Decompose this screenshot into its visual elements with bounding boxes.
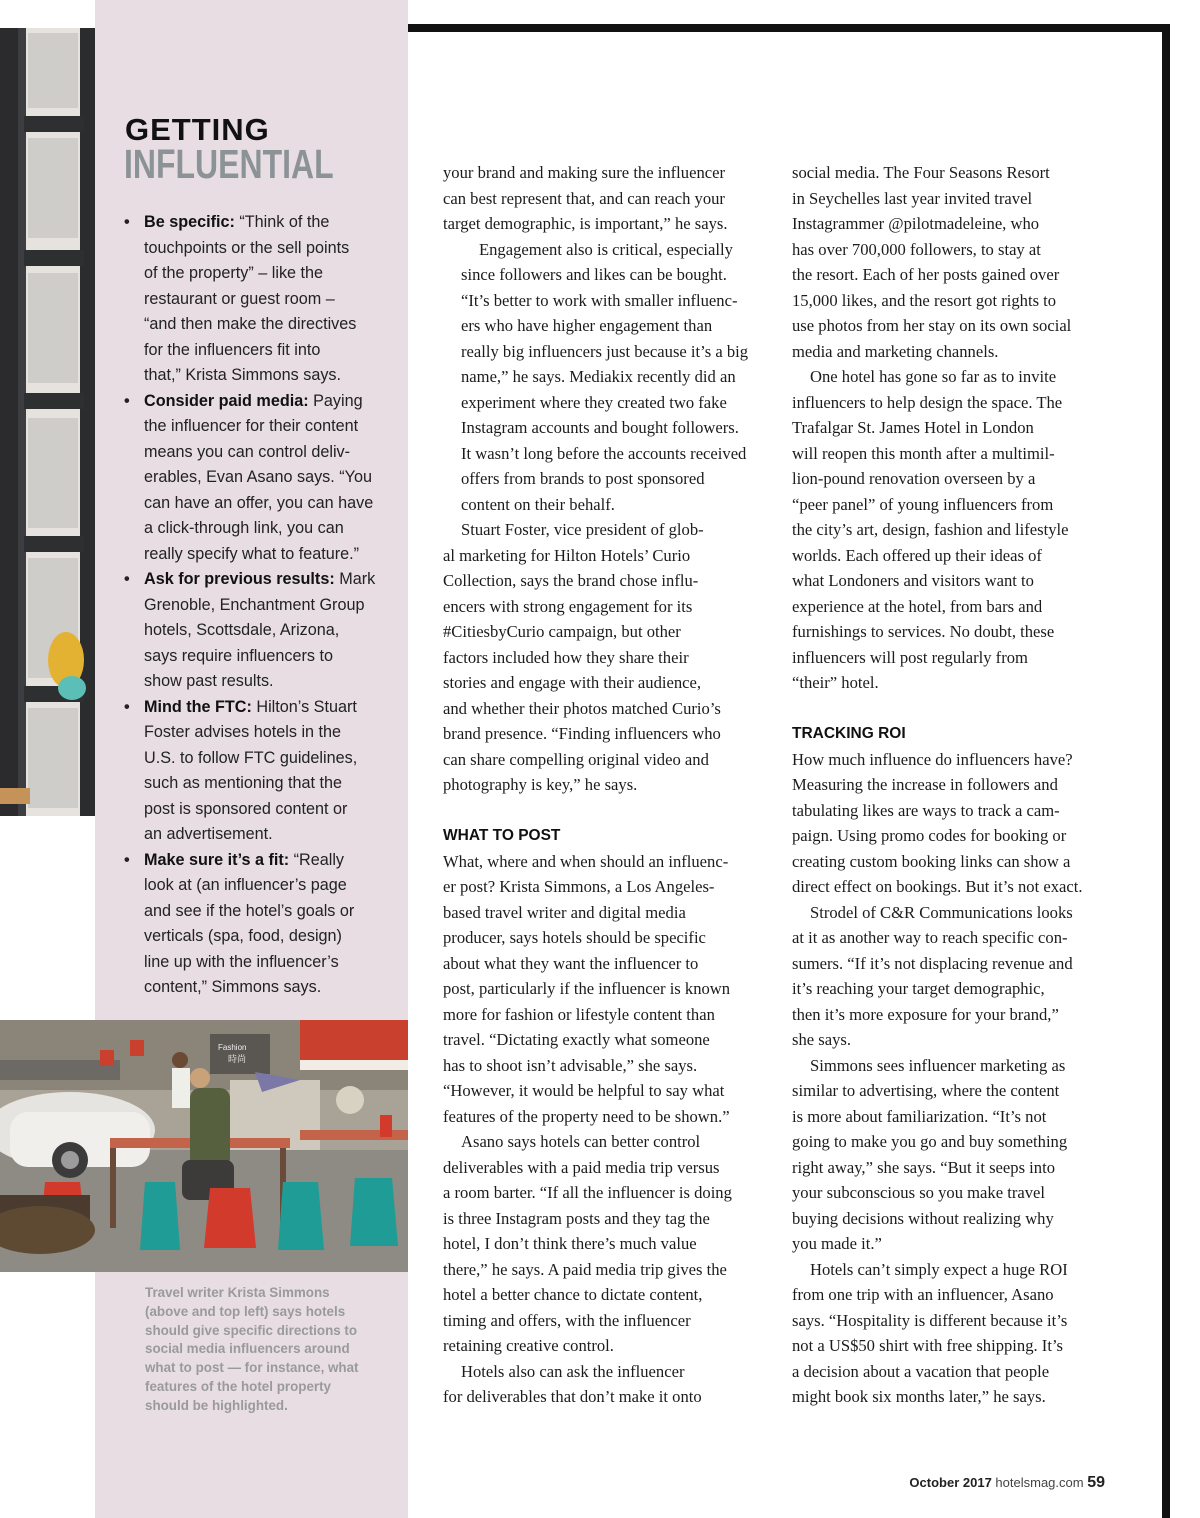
- text-line: name,” he says. Mediakix recently did an: [461, 367, 736, 386]
- text-line: factors included how they share their: [443, 647, 689, 667]
- paragraph: [792, 364, 1112, 696]
- paragraph: [443, 160, 761, 237]
- text-line: about what they want the influencer to: [443, 953, 699, 973]
- text-line: furnishings to services. No doubt, these: [792, 622, 1055, 641]
- text-line: hotel, I don’t think there’s much value: [443, 1234, 697, 1253]
- bullet-icon: •: [124, 570, 130, 588]
- text-line: What, where and when should an influenc-: [443, 851, 729, 871]
- text-line: One hotel has gone so far as to invite: [810, 367, 1057, 386]
- paragraph: [443, 1359, 761, 1410]
- section-heading-what-to-post: WHAT TO POST: [443, 827, 561, 844]
- text-line: then it’s more exposure for your brand,”: [792, 1004, 1059, 1024]
- street-market-photo-art: [0, 1020, 408, 1272]
- text-line: Engagement also is critical, especially: [479, 239, 733, 259]
- text-line: Collection, says the brand chose influ-: [443, 571, 699, 590]
- text-line: media and marketing channels.: [792, 341, 999, 361]
- tip-item: • Be specific: “Think of the touchpoints or the sell points of the property” – like the restaurant or guest room – “and then make the directives for the influencers fit into that,” Krista Simmons says.: [124, 210, 384, 389]
- text-line: Simmons sees influencer marketing as: [810, 1055, 1066, 1075]
- bullet-icon: •: [124, 213, 130, 231]
- tip-lead: Make sure it’s a fit:: [144, 850, 290, 869]
- text-line: based travel writer and digital media: [443, 902, 686, 922]
- text-line: er post? Krista Simmons, a Los Angeles-: [443, 877, 715, 896]
- bullet-icon: •: [124, 391, 130, 410]
- street-market-photo: [0, 1020, 408, 1272]
- tip-lead: Mind the FTC:: [144, 697, 252, 716]
- text-line: she says.: [792, 1030, 851, 1049]
- article-column-2: [792, 160, 1112, 1410]
- text-line: tabulating likes are ways to track a cam-: [792, 800, 1060, 820]
- frame-top-rule: [408, 24, 1170, 32]
- text-line: says. “Hospitality is different because it’s: [792, 1310, 1068, 1330]
- article-column-1: [443, 160, 761, 1410]
- bullet-icon: •: [124, 850, 130, 869]
- paragraph: [792, 160, 1112, 364]
- sidebar-title-line1: GETTING: [125, 112, 270, 147]
- text-line: similar to advertising, where the content: [792, 1081, 1060, 1100]
- text-line: “However, it would be helpful to say what: [443, 1081, 725, 1100]
- text-line: experience at the hotel, from bars and: [792, 596, 1043, 616]
- text-line: has over 700,000 followers, to stay at: [792, 239, 1041, 259]
- text-line: from one trip with an influencer, Asano: [792, 1285, 1054, 1304]
- text-line: worlds. Each offered up their ideas of: [792, 545, 1042, 565]
- text-line: really big influencers just because it’s a big: [461, 341, 749, 361]
- text-line: is three Instagram posts and they tag the: [443, 1208, 710, 1228]
- text-line: photography is key,” he says.: [443, 775, 638, 794]
- text-line: will reopen this month after a multimil-: [792, 443, 1055, 463]
- tip-lead: Ask for previous results:: [144, 570, 335, 588]
- paragraph: [443, 237, 761, 518]
- text-line: social media. The Four Seasons Resort: [792, 163, 1050, 182]
- paragraph: [792, 747, 1112, 900]
- text-line: brand presence. “Finding influencers who: [443, 724, 721, 743]
- text-line: not a US$50 shirt with free shipping. It’s: [792, 1336, 1064, 1355]
- text-line: it’s reaching your target demographic,: [792, 979, 1045, 998]
- text-line: producer, says hotels should be specific: [443, 928, 706, 947]
- text-line: going to make you go and buy something: [792, 1132, 1068, 1151]
- text-line: paign. Using promo codes for booking or: [792, 826, 1067, 845]
- shop-sign-chinese: 時尚: [228, 1055, 247, 1065]
- text-line: your brand and making sure the influencer: [443, 163, 725, 182]
- tip-lead: Consider paid media:: [144, 391, 309, 410]
- text-line: encers with strong engagement for its: [443, 596, 693, 616]
- text-line: features of the property need to be shown.”: [443, 1106, 730, 1126]
- text-line: use photos from her stay on its own social: [792, 316, 1072, 335]
- text-line: you made it.”: [792, 1234, 882, 1253]
- text-line: has to shoot isn’t advisable,” she says.: [443, 1055, 698, 1075]
- text-line: creating custom booking links can show a: [792, 851, 1071, 871]
- bullet-icon: •: [124, 697, 130, 716]
- tip-item: • Mind the FTC: Hilton’s Stuart Foster advises hotels in the U.S. to follow FTC guidelines, such as mentioning that the post is sponsored content or an advertisement.: [124, 695, 384, 848]
- text-line: since followers and likes can be bought.: [461, 265, 727, 284]
- page-number: 59: [1087, 1474, 1105, 1491]
- tip-item: • Make sure it’s a fit: “Really look at (an influencer’s page and see if the hotel’s goals or verticals (spa, food, design) line up with the influencer’s content,” Simmons says.: [124, 848, 384, 1001]
- text-line: ers who have higher engagement than: [461, 316, 713, 335]
- paragraph: [792, 1053, 1112, 1257]
- shop-sign-fashion: Fashion: [218, 1043, 247, 1052]
- text-line: target demographic, is important,” he says.: [443, 214, 728, 233]
- page-footer: [909, 1474, 1105, 1492]
- text-line: Instagram accounts and bought followers.: [461, 418, 739, 437]
- section-heading-tracking-roi: TRACKING ROI: [792, 725, 906, 742]
- paragraph: [792, 1257, 1112, 1410]
- issue-date: October 2017: [909, 1475, 992, 1490]
- text-line: more for fashion or lifestyle content than: [443, 1004, 715, 1024]
- text-line: post, particularly if the influencer is known: [443, 979, 731, 998]
- sidebar-title-line2: INFLUENTIAL: [124, 141, 334, 187]
- text-line: Measuring the increase in followers and: [792, 775, 1058, 794]
- text-line: Asano says hotels can better control: [461, 1132, 701, 1151]
- text-line: buying decisions without realizing why: [792, 1208, 1054, 1228]
- paragraph: [443, 1129, 761, 1359]
- paragraph: [443, 849, 761, 1130]
- text-line: a room barter. “If all the influencer is doing: [443, 1183, 732, 1202]
- text-line: retaining creative control.: [443, 1336, 614, 1355]
- text-line: offers from brands to post sponsored: [461, 469, 705, 488]
- text-line: hotel a better chance to dictate content,: [443, 1285, 703, 1304]
- text-line: influencers will post regularly from: [792, 647, 1028, 667]
- text-line: and whether their photos matched Curio’s: [443, 698, 721, 718]
- text-line: “their” hotel.: [792, 673, 879, 692]
- text-line: lion-pound renovation overseen by a: [792, 469, 1036, 488]
- text-line: the resort. Each of her posts gained over: [792, 265, 1060, 284]
- text-line: Hotels can’t simply expect a huge ROI: [810, 1259, 1068, 1279]
- text-line: Trafalgar St. James Hotel in London: [792, 418, 1034, 437]
- window-photo-art: [0, 28, 95, 816]
- website-link[interactable]: hotelsmag.com: [995, 1475, 1084, 1490]
- tip-item: • Ask for previous results: Mark Grenoble, Enchantment Group hotels, Scottsdale, Arizona, says require influencers to show past results.: [124, 567, 384, 695]
- tip-item: • Consider paid media: Paying the influencer for their content means you can control deliv- erables, Evan Asano says. “You can have an offer, you can have a click-through link, you can really specify what to feature.”: [124, 389, 384, 568]
- text-line: timing and offers, with the influencer: [443, 1310, 691, 1330]
- text-line: can best represent that, and can reach your: [443, 188, 725, 208]
- text-line: the city’s art, design, fashion and lifestyle: [792, 520, 1069, 539]
- text-line: is more about familiarization. “It’s not: [792, 1106, 1047, 1126]
- text-line: sumers. “If it’s not displacing revenue and: [792, 953, 1073, 973]
- text-line: influencers to help design the space. The: [792, 392, 1063, 412]
- text-line: in Seychelles last year invited travel: [792, 188, 1033, 208]
- text-line: al marketing for Hilton Hotels’ Curio: [443, 545, 691, 565]
- text-line: How much influence do influencers have?: [792, 749, 1073, 769]
- text-line: direct effect on bookings. But it’s not exact.: [792, 877, 1083, 896]
- text-line: stories and engage with their audience,: [443, 673, 702, 692]
- text-line: your subconscious so you make travel: [792, 1183, 1046, 1202]
- tips-list: [124, 210, 384, 1001]
- text-line: 15,000 likes, and the resort got rights to: [792, 290, 1057, 310]
- text-line: at it as another way to reach specific con-: [792, 928, 1068, 947]
- text-line: right away,” she says. “But it seeps into: [792, 1157, 1055, 1177]
- tip-lead: Be specific:: [144, 213, 235, 231]
- paragraph: [792, 900, 1112, 1053]
- window-photo: [0, 28, 95, 816]
- frame-right-rule: [1162, 24, 1170, 1518]
- text-line: “It’s better to work with smaller influenc-: [461, 290, 738, 310]
- text-line: travel. “Dictating exactly what someone: [443, 1030, 710, 1049]
- paragraph: [443, 517, 761, 798]
- text-line: there,” he says. A paid media trip gives the: [443, 1259, 727, 1279]
- photo-caption: Travel writer Krista Simmons (above and top left) says hotels should give specific directions to social media influencers around what to post — for instance, what features of the hotel property should be highlighted.: [145, 1285, 359, 1413]
- text-line: It wasn’t long before the accounts received: [461, 443, 747, 463]
- text-line: a decision about a vacation that people: [792, 1361, 1050, 1381]
- text-line: Hotels also can ask the influencer: [461, 1361, 685, 1381]
- text-line: #CitiesbyCurio campaign, but other: [443, 622, 681, 641]
- text-line: Strodel of C&R Communications looks: [810, 902, 1073, 922]
- text-line: for deliverables that don’t make it onto: [443, 1387, 702, 1406]
- text-line: might book six months later,” he says.: [792, 1387, 1046, 1406]
- text-line: what Londoners and visitors want to: [792, 571, 1034, 590]
- text-line: experiment where they created two fake: [461, 392, 727, 412]
- text-line: can share compelling original video and: [443, 749, 709, 769]
- text-line: deliverables with a paid media trip versus: [443, 1157, 720, 1177]
- text-line: content on their behalf.: [461, 494, 615, 514]
- text-line: Stuart Foster, vice president of glob-: [461, 520, 704, 539]
- text-line: Instagrammer @pilotmadeleine, who: [792, 214, 1040, 233]
- text-line: “peer panel” of young influencers from: [792, 494, 1054, 514]
